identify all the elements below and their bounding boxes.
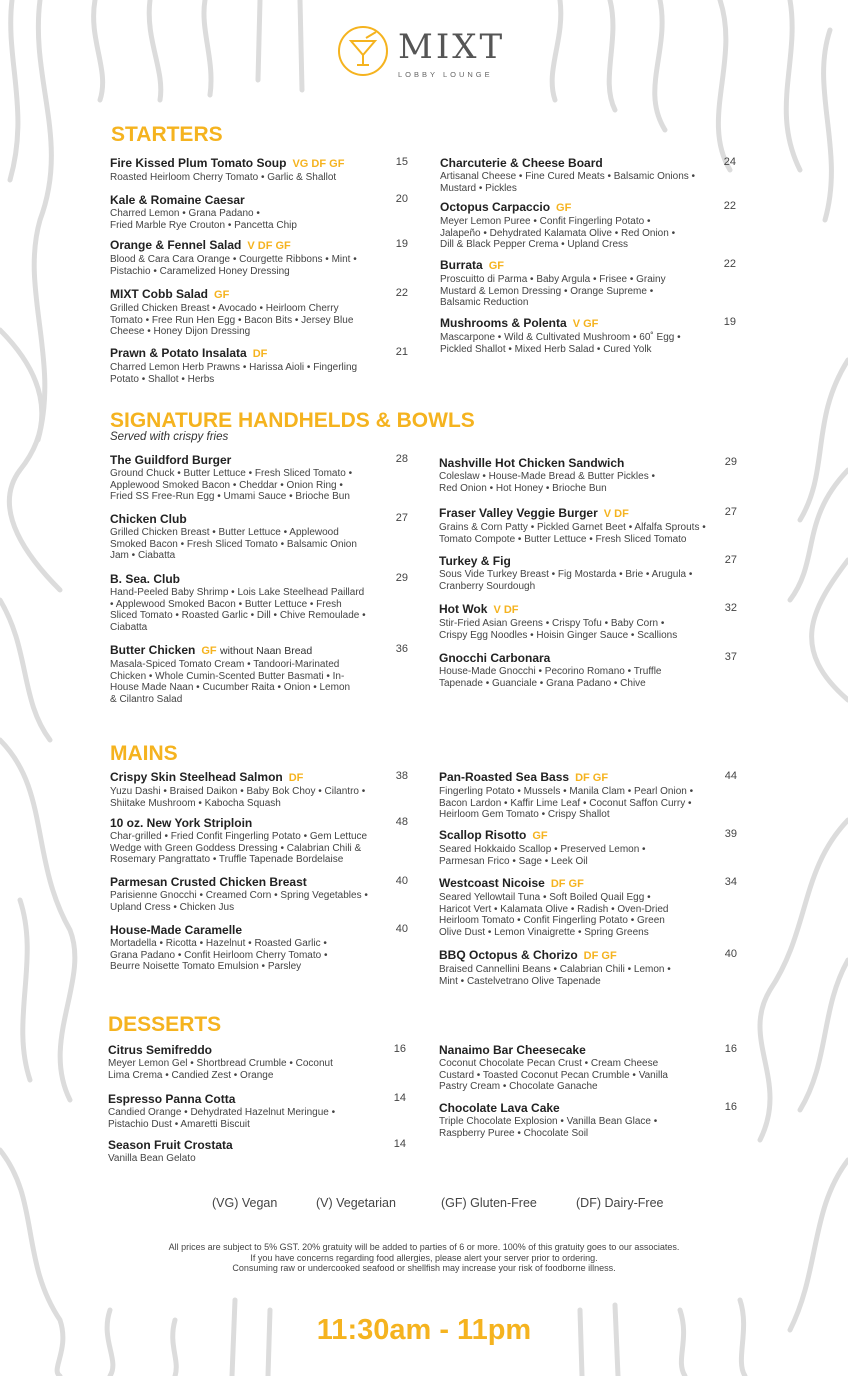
menu-item-title — [439, 828, 737, 843]
description-line: Mustard • Pickles — [440, 182, 517, 194]
menu-item — [110, 923, 408, 973]
menu-item-price: 19 — [723, 316, 736, 328]
desserts-left-column — [108, 1043, 406, 1173]
menu-item-price: 27 — [395, 512, 408, 524]
menu-item-name: Turkey & Fig — [439, 554, 511, 568]
description-line: Braised Cannellini Beans • Calabrian Chili • Lemon • — [439, 964, 671, 975]
menu-item-description — [110, 362, 408, 385]
menu-item-description — [110, 468, 408, 503]
menu-item — [439, 828, 737, 867]
menu-item-description — [440, 216, 736, 251]
menu-item-price: 40 — [395, 875, 408, 887]
menu-item-price: 15 — [395, 156, 408, 168]
desserts-right-column — [439, 1043, 737, 1153]
menu-item — [439, 770, 737, 821]
brand-name: MIXT — [398, 27, 506, 67]
description-line: Fried Marble Rye Crouton • Pancetta Chip — [110, 219, 297, 231]
description-line: Cranberry Sourdough — [439, 580, 536, 592]
menu-item-name: B. Sea. Club — [110, 572, 181, 586]
description-line: Cheese • Honey Dijon Dressing — [110, 326, 251, 337]
menu-item-name: Pan-Roasted Sea Bass — [439, 770, 570, 784]
dietary-tags: GF — [201, 645, 217, 657]
menu-item — [440, 258, 736, 309]
handhelds-left-column — [110, 453, 408, 713]
description-line: Chicken • Whole Cumin-Scented Butter Basmati • In- — [110, 670, 345, 682]
menu-item-title — [108, 1043, 406, 1057]
menu-item — [439, 602, 737, 641]
menu-item-name: Nanaimo Bar Cheesecake — [439, 1043, 586, 1057]
menu-item-price: 44 — [724, 770, 737, 782]
dietary-tags: VG DF GF — [292, 158, 345, 170]
starters-left-column — [110, 156, 408, 396]
martini-glass-icon — [336, 24, 390, 78]
description-line: Shiitake Mushroom • Kabocha Squash — [110, 797, 281, 809]
menu-item-name: Burrata — [440, 258, 483, 272]
menu-item-description — [439, 666, 737, 689]
menu-item-title — [110, 238, 408, 253]
menu-item-title — [108, 1138, 406, 1152]
dietary-tags: GF — [532, 830, 548, 842]
menu-item-title — [439, 506, 737, 521]
menu-item — [439, 456, 737, 494]
brand-subtitle: LOBBY LOUNGE — [398, 70, 493, 79]
menu-item — [440, 200, 736, 251]
description-line: Beurre Noisette Tomato Emulsion • Parsley — [110, 961, 302, 972]
menu-item-title — [110, 572, 408, 586]
menu-item-price: 39 — [724, 828, 737, 840]
menu-item-name: Westcoast Nicoise — [439, 876, 545, 890]
menu-item-price: 22 — [395, 287, 408, 299]
footer-line: If you have concerns regarding food allergies, please alert your server prior to ordering. — [250, 1252, 598, 1263]
description-line: Pastry Cream • Chocolate Ganache — [439, 1081, 598, 1092]
menu-item-description — [110, 527, 408, 562]
menu-item — [110, 572, 408, 633]
description-line: Sliced Tomato • Roasted Garlic • Dill • Chive Remoulade • — [110, 610, 366, 621]
description-line: Rosemary Pangrattato • Truffle Tapenade Bordelaise — [110, 854, 344, 865]
menu-item-price: 14 — [393, 1092, 406, 1104]
menu-item-title — [440, 156, 736, 170]
menu-item-title — [439, 651, 737, 665]
legend-vegetarian: (V) Vegetarian — [316, 1196, 396, 1210]
menu-item-description — [110, 890, 408, 913]
description-line: Seared Hokkaido Scallop • Preserved Lemon • — [439, 844, 646, 855]
dietary-tags: DF GF — [550, 878, 584, 890]
description-line: Meyer Lemon Puree • Confit Fingerling Potato • — [440, 216, 651, 227]
menu-item — [108, 1138, 406, 1165]
description-line: Dill & Black Pepper Crema • Upland Cress — [440, 239, 629, 250]
description-line: Seared Yellowtail Tuna • Soft Boiled Quail Egg • — [439, 892, 651, 903]
description-line: Lima Crema • Candied Zest • Orange — [108, 1069, 274, 1081]
menu-item — [110, 287, 408, 338]
menu-item-price: 34 — [724, 876, 737, 888]
dietary-tags: DF GF — [583, 950, 617, 962]
description-line: Mustard & Lemon Dressing • Orange Supreme • — [440, 285, 654, 297]
description-line: Red Onion • Hot Honey • Brioche Bun — [439, 482, 607, 494]
description-line: • Applewood Smoked Bacon • Butter Lettuce • Fresh — [110, 598, 342, 610]
description-line: Candied Orange • Dehydrated Hazelnut Meringue • — [108, 1107, 336, 1118]
menu-item-title — [110, 346, 408, 361]
menu-item-name: Chocolate Lava Cake — [439, 1101, 560, 1115]
menu-item — [110, 156, 408, 184]
handhelds-title: SIGNATURE HANDHELDS & BOWLS — [110, 409, 475, 432]
description-line: Ground Chuck • Butter Lettuce • Fresh Sliced Tomato • — [110, 468, 353, 479]
menu-item-price: 22 — [723, 200, 736, 212]
menu-item-title — [440, 200, 736, 215]
menu-item-description — [439, 844, 737, 867]
description-line: Proscuitto di Parma • Baby Argula • Frisee • Grainy — [440, 274, 666, 285]
menu-item-description — [110, 831, 408, 866]
description-line: Hand-Peeled Baby Shrimp • Lois Lake Steelhead Paillard — [110, 587, 365, 598]
menu-item-title — [440, 316, 736, 331]
mains-title: MAINS — [110, 742, 178, 765]
desserts-title: DESSERTS — [108, 1013, 222, 1036]
menu-item-price: 28 — [395, 453, 408, 465]
menu-item-name: Hot Wok — [439, 602, 488, 616]
description-line: Heirloom Tomato • Confit Fingerling Potato • Green — [439, 915, 665, 926]
description-line: Blood & Cara Cara Orange • Courgette Ribbons • Mint • — [110, 254, 357, 265]
menu-item-name: 10 oz. New York Striploin — [110, 816, 253, 830]
menu-item — [110, 816, 408, 866]
menu-item — [110, 770, 408, 809]
description-line: Charred Lemon • Grana Padano • — [110, 208, 260, 219]
menu-item-description — [110, 303, 408, 338]
description-line: Stir-Fried Asian Greens • Crispy Tofu • Baby Corn • — [439, 618, 665, 629]
description-line: Crispy Egg Noodles • Hoisin Ginger Sauce • Scallions — [439, 629, 678, 641]
description-line: Balsamic Reduction — [440, 297, 529, 308]
menu-item-note: without Naan Bread — [219, 645, 313, 657]
legend-gluten-free: (GF) Gluten-Free — [441, 1196, 537, 1210]
menu-item-description — [108, 1153, 406, 1165]
menu-item-name: BBQ Octopus & Chorizo — [439, 948, 578, 962]
menu-item-description — [439, 471, 737, 494]
menu-item-description — [110, 172, 408, 184]
footer-line: All prices are subject to 5% GST. 20% gratuity will be added to parties of 6 or more. 100% of this gratuity goes to our associates. — [168, 1242, 680, 1252]
menu-item-name: Orange & Fennel Salad — [110, 238, 242, 252]
menu-item-price: 21 — [395, 346, 408, 358]
menu-item-price: 27 — [724, 506, 737, 518]
menu-item-price: 24 — [723, 156, 736, 168]
menu-item — [108, 1092, 406, 1130]
description-line: Mortadella • Ricotta • Hazelnut • Roasted Garlic • — [110, 938, 327, 949]
menu-item-name: Mushrooms & Polenta — [440, 316, 567, 330]
starters-title: STARTERS — [111, 123, 223, 146]
description-line: Vanilla Bean Gelato — [108, 1153, 196, 1164]
description-line: Charred Lemon Herb Prawns • Harissa Aioli • Fingerling — [110, 362, 358, 373]
menu-item-price: 22 — [723, 258, 736, 270]
menu-item-name: Prawn & Potato Insalata — [110, 346, 247, 360]
handhelds-subtitle: Served with crispy fries — [110, 431, 229, 443]
menu-item-description — [110, 786, 408, 809]
description-line: Jalapeño • Dehydrated Kalamata Olive • Red Onion • — [440, 227, 676, 239]
menu-item-price: 27 — [724, 554, 737, 566]
description-line: Yuzu Dashi • Braised Daikon • Baby Bok Choy • Cilantro • — [110, 786, 366, 797]
description-line: Custard • Toasted Coconut Pecan Crumble • Vanilla — [439, 1069, 668, 1081]
menu-item-name: Parmesan Crusted Chicken Breast — [110, 875, 307, 889]
menu-item-title — [110, 816, 408, 830]
menu-item-price: 16 — [724, 1043, 737, 1055]
menu-item-price: 19 — [395, 238, 408, 250]
menu-item-name: Kale & Romaine Caesar — [110, 193, 245, 207]
menu-item-title — [110, 875, 408, 889]
menu-item — [108, 1043, 406, 1081]
dietary-tags: V GF — [572, 318, 599, 330]
menu-item-price: 20 — [395, 193, 408, 205]
description-line: Parisienne Gnocchi • Creamed Corn • Spring Vegetables • — [110, 890, 368, 901]
description-line: Potato • Shallot • Herbs — [110, 373, 215, 385]
mains-right-column — [439, 770, 737, 1000]
menu-item-description — [110, 208, 408, 231]
menu-item-name: Scallop Risotto — [439, 828, 527, 842]
menu-item — [110, 238, 408, 277]
description-line: Heirloom Gem Tomato • Crispy Shallot — [439, 809, 610, 820]
description-line: Artisanal Cheese • Fine Cured Meats • Balsamic Onions • — [440, 171, 696, 182]
menu-item — [110, 643, 408, 705]
legend-dairy-free: (DF) Dairy-Free — [576, 1196, 664, 1210]
menu-item-name: Crispy Skin Steelhead Salmon — [110, 770, 283, 784]
menu-item-name: Octopus Carpaccio — [440, 200, 551, 214]
description-line: & Cilantro Salad — [110, 693, 183, 705]
dietary-tags: GF — [488, 260, 504, 272]
description-line: Pistachio • Caramelized Honey Dressing — [110, 265, 290, 277]
description-line: Bacon Lardon • Kaffir Lime Leaf • Coconut Saffon Curry • — [439, 797, 692, 809]
description-line: Char-grilled • Fried Confit Fingerling Potato • Gem Lettuce — [110, 831, 368, 842]
menu-item-description — [439, 1116, 737, 1139]
menu-item — [439, 651, 737, 689]
menu-item — [440, 316, 736, 355]
menu-item-description — [439, 618, 737, 641]
menu-item-price: 48 — [395, 816, 408, 828]
legend-vegan: (VG) Vegan — [212, 1196, 278, 1210]
menu-item-description — [108, 1107, 406, 1130]
description-line: Parmesan Frico • Sage • Leek Oil — [439, 855, 588, 867]
menu-item — [440, 156, 736, 194]
menu-item-description — [110, 938, 408, 973]
description-line: Mint • Castelvetrano Olive Tapenade — [439, 975, 601, 987]
description-line: Applewood Smoked Bacon • Cheddar • Onion Ring • — [110, 479, 343, 491]
menu-item-name: The Guildford Burger — [110, 453, 232, 467]
menu-item-description — [439, 786, 737, 821]
menu-item-description — [110, 254, 408, 277]
menu-item-price: 40 — [395, 923, 408, 935]
menu-item-title — [110, 287, 408, 302]
menu-item — [439, 506, 737, 545]
menu-item — [110, 346, 408, 385]
dietary-tags: V DF — [493, 604, 519, 616]
dietary-tags: GF — [556, 202, 572, 214]
menu-item-title — [110, 923, 408, 937]
description-line: Pickled Shallot • Mixed Herb Salad • Cured Yolk — [440, 343, 652, 355]
description-line: Raspberry Puree • Chocolate Soil — [439, 1127, 589, 1139]
dietary-tags: DF GF — [575, 772, 609, 784]
menu-item-description — [439, 1058, 737, 1093]
menu-item-name: Charcuterie & Cheese Board — [440, 156, 603, 170]
menu-item — [439, 1043, 737, 1093]
menu-item-title — [439, 948, 737, 963]
menu-item-price: 32 — [724, 602, 737, 614]
menu-item-title — [439, 456, 737, 470]
menu-item-price: 14 — [393, 1138, 406, 1150]
menu-item-name: Chicken Club — [110, 512, 187, 526]
description-line: Upland Cress • Chicken Jus — [110, 901, 235, 913]
menu-item-description — [440, 274, 736, 309]
footer-disclaimer — [100, 1242, 748, 1274]
footer-line: Consuming raw or undercooked seafood or shellfish may increase your risk of foodborne illness. — [232, 1263, 616, 1273]
menu-item-title — [439, 876, 737, 891]
menu-item-name: MIXT Cobb Salad — [110, 287, 209, 301]
menu-item-title — [439, 1043, 737, 1057]
menu-item-description — [439, 892, 737, 938]
starters-right-column — [440, 156, 736, 366]
menu-item-name: Citrus Semifreddo — [108, 1043, 213, 1057]
description-line: Tomato Compote • Butter Lettuce • Fresh Sliced Tomato — [439, 533, 687, 545]
dietary-tags: GF — [214, 289, 230, 301]
description-line: Grilled Chicken Breast • Avocado • Heirloom Cherry — [110, 303, 339, 314]
menu-item-description — [439, 964, 737, 987]
menu-item-title — [110, 193, 408, 207]
description-line: Grana Padano • Confit Heirloom Cherry Tomato • — [110, 949, 328, 961]
description-line: Coconut Chocolate Pecan Crust • Cream Cheese — [439, 1058, 659, 1069]
description-line: Tapenade • Guanciale • Grana Padano • Chive — [439, 677, 646, 689]
mains-left-column — [110, 770, 408, 980]
description-line: Tomato • Free Run Hen Egg • Bacon Bits • Jersey Blue — [110, 314, 354, 326]
menu-item-description — [439, 522, 737, 545]
description-line: Sous Vide Turkey Breast • Fig Mostarda • Brie • Arugula • — [439, 569, 693, 580]
menu-item-title — [110, 453, 408, 467]
opening-hours: 11:30am - 11pm — [316, 1314, 532, 1346]
description-line: Masala-Spiced Tomato Cream • Tandoori-Marinated — [110, 659, 340, 670]
menu-item-description — [110, 659, 408, 705]
menu-item-price: 29 — [395, 572, 408, 584]
description-line: Jam • Ciabatta — [110, 550, 176, 561]
menu-item-price: 29 — [724, 456, 737, 468]
menu-item-name: Gnocchi Carbonara — [439, 651, 551, 665]
description-line: Olive Dust • Lemon Vinaigrette • Spring Greens — [439, 926, 649, 938]
menu-item-price: 16 — [724, 1101, 737, 1113]
brand-logo — [336, 24, 516, 84]
menu-item-price: 16 — [393, 1043, 406, 1055]
description-line: Triple Chocolate Explosion • Vanilla Bean Glace • — [439, 1116, 658, 1127]
menu-item-name: Butter Chicken — [110, 643, 196, 657]
description-line: Wedge with Green Goddess Dressing • Calabrian Chili & — [110, 842, 362, 854]
description-line: Meyer Lemon Gel • Shortbread Crumble • Coconut — [108, 1058, 333, 1069]
menu-item-title — [439, 1101, 737, 1115]
menu-item-title — [440, 258, 736, 273]
description-line: Pistachio Dust • Amaretti Biscuit — [108, 1118, 250, 1130]
dietary-tags: DF — [288, 772, 304, 784]
menu-item-description — [440, 171, 736, 194]
menu-item-name: Fire Kissed Plum Tomato Soup — [110, 156, 287, 170]
description-line: Fingerling Potato • Mussels • Manila Clam • Pearl Onion • — [439, 786, 694, 797]
description-line: Mascarpone • Wild & Cultivated Mushroom • 60˚ Egg • — [440, 332, 681, 343]
description-line: House Made Naan • Cucumber Raita • Onion • Lemon — [110, 682, 351, 693]
dietary-tags: DF — [252, 348, 268, 360]
menu-item — [110, 193, 408, 231]
menu-item-title — [439, 770, 737, 785]
handhelds-right-column — [439, 456, 737, 696]
menu-item-name: Fraser Valley Veggie Burger — [439, 506, 598, 520]
dietary-tags: V DF — [603, 508, 629, 520]
menu-item-title — [108, 1092, 406, 1106]
description-line: Fried SS Free-Run Egg • Umami Sauce • Brioche Bun — [110, 491, 350, 502]
description-line: Grains & Corn Patty • Pickled Garnet Beet • Alfalfa Sprouts • — [439, 522, 706, 533]
menu-item — [439, 876, 737, 938]
menu-item-title — [110, 156, 408, 171]
menu-item-title — [110, 770, 408, 785]
menu-item-name: Nashville Hot Chicken Sandwich — [439, 456, 625, 470]
description-line: Smoked Bacon • Fresh Sliced Tomato • Balsamic Onion — [110, 538, 357, 550]
description-line: House-Made Gnocchi • Pecorino Romano • Truffle — [439, 666, 662, 677]
description-line: Ciabatta — [110, 621, 148, 633]
menu-item-price: 38 — [395, 770, 408, 782]
menu-item-name: Season Fruit Crostata — [108, 1138, 233, 1152]
menu-item-title — [110, 512, 408, 526]
menu-item — [110, 512, 408, 562]
menu-item-description — [110, 587, 408, 633]
dietary-tags: V DF GF — [247, 240, 291, 252]
menu-item-price: 40 — [724, 948, 737, 960]
menu-item-title — [439, 602, 737, 617]
menu-item — [439, 948, 737, 987]
description-line: Haricot Vert • Kalamata Olive • Radish • Oven-Dried — [439, 903, 669, 915]
menu-item — [110, 875, 408, 913]
menu-item-title — [439, 554, 737, 568]
menu-item — [110, 453, 408, 503]
menu-item-description — [439, 569, 737, 592]
description-line: Grilled Chicken Breast • Butter Lettuce • Applewood — [110, 527, 339, 538]
menu-item-price: 36 — [395, 643, 408, 655]
menu-item-description — [108, 1058, 406, 1081]
menu-item — [439, 554, 737, 592]
menu-item-name: Espresso Panna Cotta — [108, 1092, 236, 1106]
description-line: Roasted Heirloom Cherry Tomato • Garlic & Shallot — [110, 172, 337, 183]
menu-item-price: 37 — [724, 651, 737, 663]
menu-item — [439, 1101, 737, 1139]
description-line: Coleslaw • House-Made Bread & Butter Pickles • — [439, 471, 655, 482]
menu-item-description — [440, 332, 736, 355]
menu-item-title — [110, 643, 408, 658]
menu-item-name: House-Made Caramelle — [110, 923, 243, 937]
